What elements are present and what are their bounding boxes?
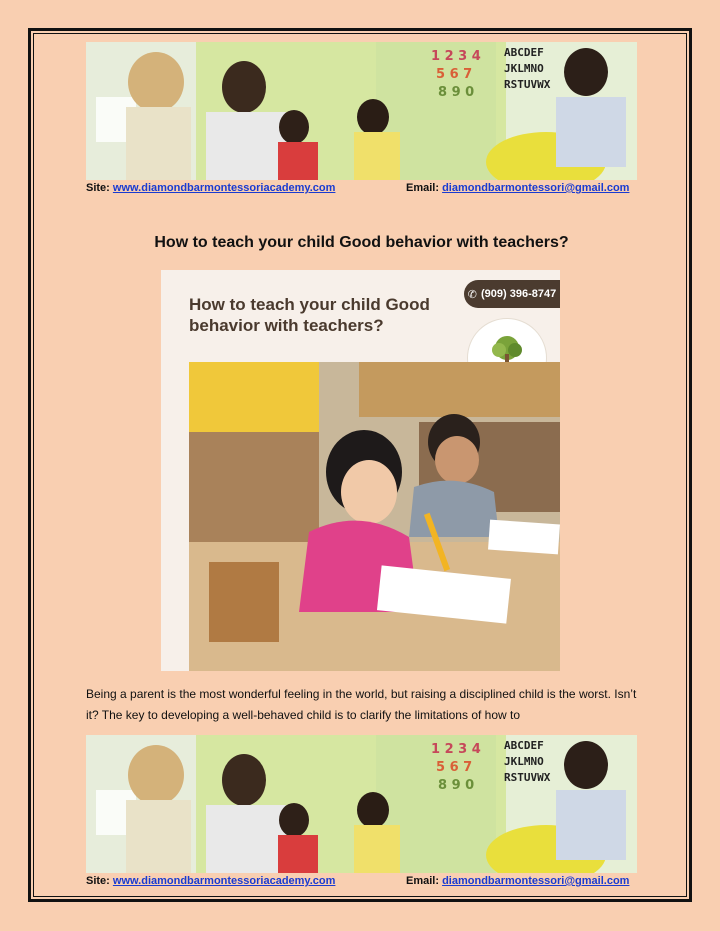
site-link[interactable]: www.diamondbarmontessoriacademy.com [112,182,336,194]
footer-email-link[interactable]: diamondbarmontessori@gmail.com [442,875,630,887]
footer-banner-letters-1: ABCDEF [504,739,544,752]
phone-number: (909) 396-8747 [480,288,557,300]
header-contact-line [86,182,637,198]
footer-banner-numbers-1: 1 2 3 4 [431,742,481,757]
hero-heading: How to teach your child Good behavior with teachers? [189,295,430,335]
site-label: Site: [86,182,110,194]
footer-banner-numbers-3: 8 9 0 [438,778,475,793]
article-paragraph: Being a parent is the most wonderful feeling in the world, but raising a disciplined child is the worst. Isn’t it? The key to developing a well-behaved child is to clarify the limitations of how to [86,687,637,722]
children-writing-photo [189,362,560,671]
phone-badge [464,280,560,308]
banner-numbers-1: 1 2 3 4 [431,49,481,64]
footer-banner-letters-2: JKLMNO [504,755,544,768]
banner-numbers-2: 5 6 7 [436,67,473,82]
footer-banner-letters-3: RSTUVWX [504,771,551,784]
footer-site-label: Site: [86,875,110,887]
footer-banner-numbers-2: 5 6 7 [436,760,473,775]
email-label: Email: [406,182,440,194]
page-title: How to teach your child Good behavior with teachers? [154,234,569,251]
footer-contact-line [86,875,637,891]
banner-numbers-3: 8 9 0 [438,85,475,100]
banner-letters-2: JKLMNO [504,62,544,75]
footer-site-link[interactable]: www.diamondbarmontessoriacademy.com [112,875,336,887]
footer-email-label: Email: [406,875,440,887]
classroom-banner-image [86,42,637,180]
banner-letters-1: ABCDEF [504,46,544,59]
classroom-banner-image-footer [86,735,637,873]
email-link[interactable]: diamondbarmontessori@gmail.com [442,182,630,194]
phone-icon: ✆ [467,288,477,301]
article-hero-image [161,270,560,671]
banner-letters-3: RSTUVWX [504,78,551,91]
